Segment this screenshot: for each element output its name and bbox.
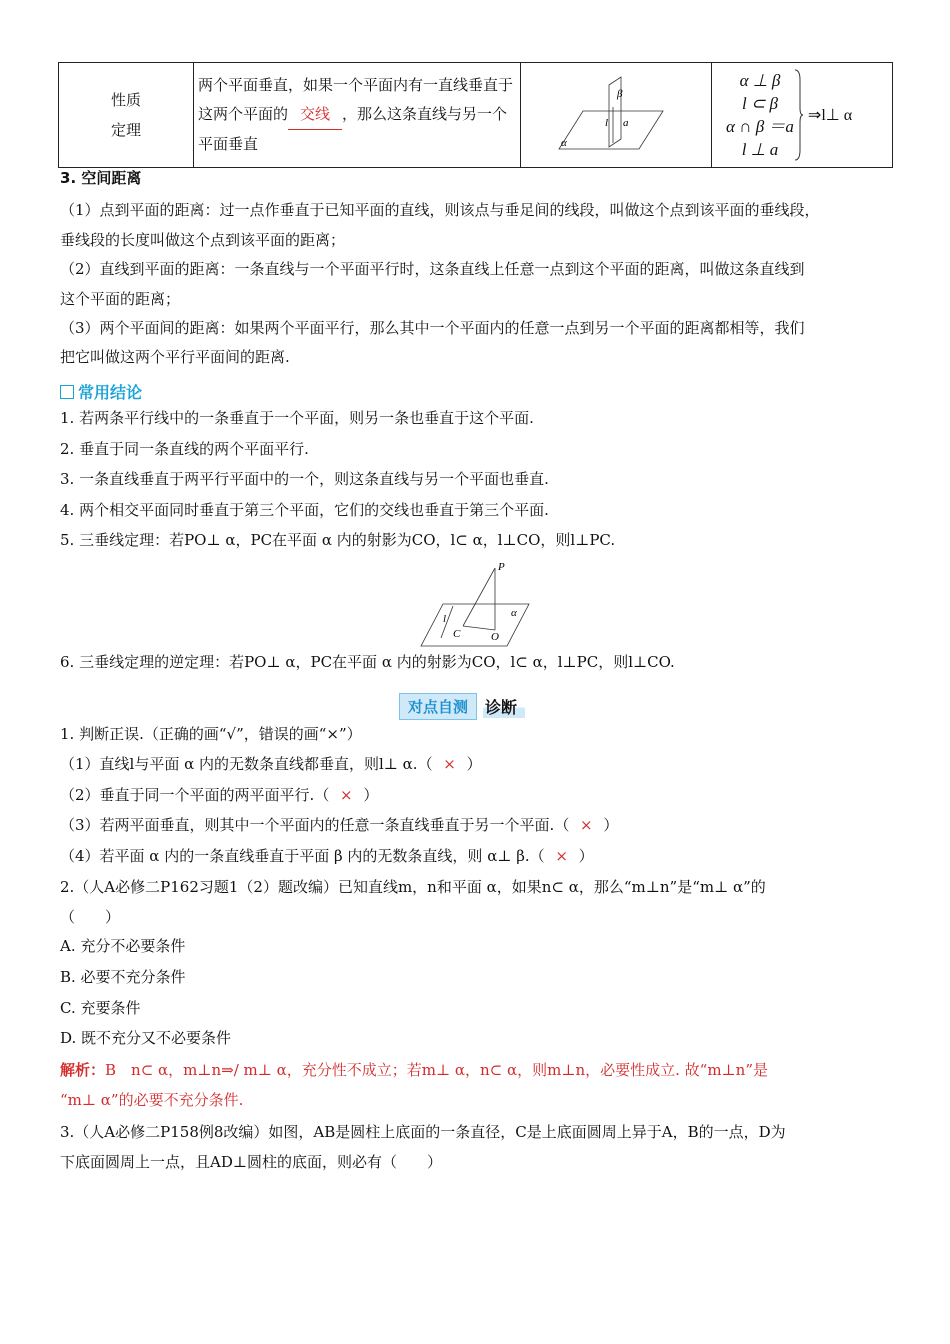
- condition-1: α ⊥ β: [739, 71, 781, 90]
- plane-alpha: [559, 111, 663, 149]
- label-l: l: [605, 117, 609, 129]
- symbol-cell: [712, 63, 893, 168]
- conclusions-heading-text: 常用结论: [78, 383, 143, 402]
- q1-s4-text: （4）若平面 α 内的一条直线垂直于平面 β 内的无数条直线，则 α⊥ β.（: [60, 847, 545, 865]
- q2-option-b: B. 必要不充分条件: [60, 968, 186, 986]
- distance-p1-l1: （1）点到平面的距离：过一点作垂直于已知平面的直线，则该点与垂足间的线段，叫做这个点到该平面的垂线段，: [60, 201, 820, 219]
- conclusion-5: 5. 三垂线定理：若PO⊥ α，PC在平面 α 内的射影为CO，l⊂ α，l⊥CO，则l⊥PC.: [60, 531, 616, 549]
- label-alpha: α: [561, 137, 567, 149]
- label-alpha-2: α: [511, 607, 517, 619]
- checkbox-square-icon: [60, 385, 74, 399]
- distance-heading: [60, 167, 892, 189]
- conclusion-6: 6. 三垂线定理的逆定理：若PO⊥ α，PC在平面 α 内的射影为CO，l⊂ α，l⊥PC，则l⊥CO.: [60, 653, 675, 671]
- q2-stem-line2: （ ）: [60, 908, 121, 926]
- distance-p3-l2: 把它叫做这两个平行平面间的距离.: [60, 348, 290, 366]
- q1-s2-close: ）: [363, 786, 379, 804]
- row-label-line1: 性质: [110, 91, 141, 109]
- condition-3: α ∩ β ＝a: [726, 117, 794, 136]
- q2-stem-line1: 2.（人A必修二P162习题1（2）题改编）已知直线m，n和平面 α，如果n⊂ α，那么“m⊥n”是“m⊥ α”的: [60, 878, 766, 896]
- label-P: P: [498, 561, 505, 573]
- label-a: a: [623, 117, 629, 129]
- theorem-text-before: 两个平面垂直，如果一个平面内有一直线垂直于这两个平面的: [198, 76, 514, 123]
- perpendicular-planes-figure: [521, 63, 711, 163]
- q2-answer-line2: “m⊥ α”的必要不充分条件.: [60, 1091, 244, 1109]
- label-beta: β: [617, 88, 623, 100]
- self-test-tag: 对点自测: [399, 693, 477, 720]
- q2-option-d: D. 既不充分又不必要条件: [60, 1029, 232, 1047]
- q1-s3-text: （3）若两平面垂直，则其中一个平面内的任意一条直线垂直于另一个平面.（: [60, 816, 570, 834]
- self-test-tail: 诊断: [483, 695, 525, 718]
- distance-p3-l1: （3）两个平面间的距离：如果两个平面平行，那么其中一个平面内的任意一点到另一个平面的距离都相等，我们: [60, 319, 805, 337]
- q1-s3-close: ）: [603, 816, 619, 834]
- q2-option-a: A. 充分不必要条件: [60, 937, 186, 955]
- conclusion-3: 3. 一条直线垂直于两平行平面中的一个，则这条直线与另一个平面也垂直.: [60, 470, 549, 488]
- q1-s1-mark: ×: [443, 755, 456, 773]
- conclusion-4: 4. 两个相交平面同时垂直于第三个平面，它们的交线也垂直于第三个平面.: [60, 501, 549, 519]
- q1-s4-close: ）: [578, 847, 594, 865]
- label-l-2: l: [443, 613, 447, 625]
- q1-s1-close: ）: [466, 755, 482, 773]
- distance-p2-l2: 这个平面的距离；: [60, 290, 181, 308]
- answer-blank: 交线: [288, 100, 342, 130]
- figure-cell: [521, 63, 712, 168]
- q1-statement-1: [60, 753, 892, 775]
- heading-number: 3: [60, 169, 71, 187]
- answer-text-1: B n⊂ α，m⊥n⇒/ m⊥ α，充分性不成立；若m⊥ α，n⊂ α，则m⊥n，必要性成立. 故“m⊥n”是: [105, 1061, 768, 1079]
- conclusion-2: 2. 垂直于同一条直线的两个平面平行.: [60, 440, 309, 458]
- conclusions-heading: [60, 382, 892, 404]
- answer-label: 解析：: [60, 1061, 106, 1079]
- label-C: C: [453, 628, 461, 640]
- property-table: [58, 62, 893, 168]
- q1-s2-text: （2）垂直于同一个平面的两平面平行.（: [60, 786, 330, 804]
- self-test-banner: [399, 692, 525, 720]
- right-brace: [794, 68, 804, 162]
- three-perpendiculars-figure: [415, 560, 535, 650]
- q3-stem-line1: 3.（人A必修二P158例8改编）如图，AB是圆柱上底面的一条直径，C是上底面圆周上异于A，B的一点，D为: [60, 1123, 786, 1141]
- q1-statement-2: [60, 784, 892, 806]
- label-O: O: [491, 631, 499, 643]
- q2-answer-line1: [60, 1059, 892, 1081]
- theorem-text-after: ，那么这条直线与另一个平面垂直: [198, 105, 508, 153]
- condition-2: l ⊂ β: [741, 94, 778, 113]
- row-label-line2: 定理: [110, 121, 141, 139]
- line-PC: [463, 568, 495, 626]
- q1-s4-mark: ×: [555, 847, 568, 865]
- q3-stem-line2: 下底面圆周上一点，且AD⊥圆柱的底面，则必有（ ）: [60, 1153, 442, 1171]
- heading-text: . 空间距离: [70, 169, 142, 187]
- distance-p2-l1: （2）直线到平面的距离：一条直线与一个平面平行时，这条直线上任意一点到这个平面的距离，叫做这条直线到: [60, 260, 805, 278]
- condition-list: [726, 69, 794, 161]
- q1-statement-4: [60, 845, 892, 867]
- distance-p1-l2: 垂线段的长度叫做这个点到该平面的距离；: [60, 231, 346, 249]
- q1-s3-mark: ×: [580, 816, 593, 834]
- row-label: [59, 63, 194, 168]
- q1-stem: 1. 判断正误.（正确的画“√”，错误的画“×”）: [60, 725, 362, 743]
- conclusion-1: 1. 若两条平行线中的一条垂直于一个平面，则另一条也垂直于这个平面.: [60, 409, 534, 427]
- conclusion-result: ⇒l⊥ α: [807, 107, 853, 124]
- q2-option-c: C. 充要条件: [60, 999, 141, 1017]
- line-CO: [463, 626, 495, 630]
- q1-s2-mark: ×: [340, 786, 353, 804]
- q1-statement-3: [60, 814, 892, 836]
- theorem-text: [194, 63, 521, 168]
- q1-s1-text: （1）直线l与平面 α 内的无数条直线都垂直，则l⊥ α.（: [60, 755, 433, 773]
- condition-4: l ⊥ a: [741, 140, 779, 159]
